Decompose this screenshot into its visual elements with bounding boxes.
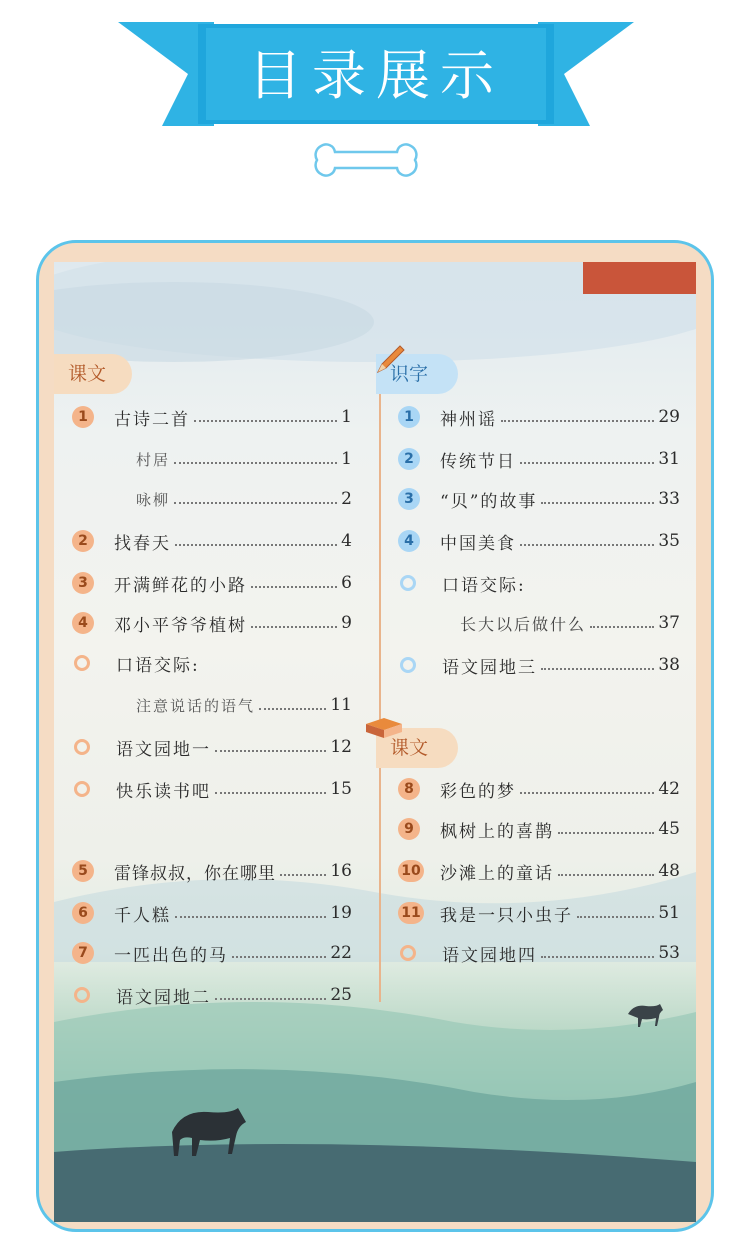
lesson-number-badge: 10 bbox=[398, 860, 424, 882]
leader-dots bbox=[194, 420, 337, 422]
page-number: 15 bbox=[330, 779, 352, 799]
page-number: 6 bbox=[341, 573, 352, 593]
lesson-number-badge: 3 bbox=[398, 488, 420, 510]
leader-dots bbox=[259, 708, 326, 710]
page-number: 19 bbox=[330, 903, 352, 923]
lesson-title: 语文园地四 bbox=[442, 945, 537, 966]
toc-row[interactable] bbox=[72, 608, 352, 638]
lesson-number-badge: 9 bbox=[398, 818, 420, 840]
lesson-number-badge: 8 bbox=[398, 778, 420, 800]
leader-dots bbox=[520, 462, 654, 464]
toc-row[interactable] bbox=[72, 568, 352, 598]
lesson-number-badge: 1 bbox=[72, 406, 94, 428]
leader-dots bbox=[215, 792, 326, 794]
lesson-number-badge: 5 bbox=[72, 860, 94, 882]
toc-row[interactable] bbox=[460, 608, 680, 638]
page-number: 12 bbox=[330, 737, 352, 757]
ring-bullet-icon bbox=[74, 655, 90, 671]
lesson-title: 快乐读书吧 bbox=[116, 781, 211, 802]
lesson-title: 语文园地三 bbox=[442, 657, 537, 678]
lesson-title: 口语交际: bbox=[442, 575, 526, 596]
lesson-title: 彩色的梦 bbox=[440, 781, 516, 802]
toc-row[interactable] bbox=[136, 690, 352, 720]
lesson-number-badge: 2 bbox=[72, 530, 94, 552]
toc-row[interactable] bbox=[398, 526, 680, 556]
lesson-title: 口语交际: bbox=[116, 655, 200, 676]
page-number: 29 bbox=[658, 407, 680, 427]
lesson-title: 邓小平爷爷植树 bbox=[114, 615, 247, 636]
lesson-title: 我是一只小虫子 bbox=[440, 905, 573, 926]
lesson-title: 注意说话的语气 bbox=[136, 696, 256, 715]
toc-row[interactable] bbox=[398, 650, 680, 680]
lesson-title: 古诗二首 bbox=[114, 409, 190, 430]
leader-dots bbox=[541, 502, 654, 504]
leader-dots bbox=[558, 874, 654, 876]
toc-row[interactable] bbox=[72, 402, 352, 432]
lesson-title: 找春天 bbox=[114, 533, 171, 554]
toc-row[interactable] bbox=[72, 856, 352, 886]
toc-row[interactable] bbox=[72, 732, 352, 762]
leader-dots bbox=[175, 916, 326, 918]
lesson-title: 咏柳 bbox=[136, 490, 171, 509]
toc-row[interactable] bbox=[72, 774, 352, 804]
toc-row[interactable] bbox=[72, 648, 352, 678]
leader-dots bbox=[175, 544, 337, 546]
leader-dots bbox=[174, 502, 337, 504]
page-number: 35 bbox=[658, 531, 680, 551]
lesson-title: 一匹出色的马 bbox=[114, 945, 228, 966]
toc-row[interactable] bbox=[398, 568, 680, 598]
page-number: 11 bbox=[330, 695, 352, 715]
lesson-title: 千人糕 bbox=[114, 905, 171, 926]
lesson-title: 中国美食 bbox=[440, 533, 516, 554]
leader-dots bbox=[232, 956, 326, 958]
toc-row[interactable] bbox=[398, 898, 680, 928]
leader-dots bbox=[501, 420, 654, 422]
page-number: 51 bbox=[658, 903, 680, 923]
leader-dots bbox=[558, 832, 654, 834]
ring-bullet-icon bbox=[400, 945, 416, 961]
lesson-number-badge: 4 bbox=[72, 612, 94, 634]
leader-dots bbox=[590, 626, 654, 628]
leader-dots bbox=[520, 792, 654, 794]
toc-row[interactable] bbox=[398, 484, 680, 514]
ring-bullet-icon bbox=[74, 739, 90, 755]
lesson-title: 沙滩上的童话 bbox=[440, 863, 554, 884]
leader-dots bbox=[280, 874, 326, 876]
page-number: 42 bbox=[658, 779, 680, 799]
ring-bullet-icon bbox=[74, 987, 90, 1003]
section-label: 识字 bbox=[390, 363, 429, 385]
page-number: 4 bbox=[341, 531, 352, 551]
page-number: 48 bbox=[658, 861, 680, 881]
page-number: 33 bbox=[658, 489, 680, 509]
ring-bullet-icon bbox=[400, 657, 416, 673]
toc-row[interactable] bbox=[398, 814, 680, 844]
page-number: 9 bbox=[341, 613, 352, 633]
page-number: 2 bbox=[341, 489, 352, 509]
toc-row[interactable] bbox=[398, 856, 680, 886]
lesson-number-badge: 4 bbox=[398, 530, 420, 552]
lesson-number-badge: 3 bbox=[72, 572, 94, 594]
leader-dots bbox=[251, 586, 337, 588]
toc-row[interactable] bbox=[72, 898, 352, 928]
lesson-title: 村居 bbox=[136, 450, 171, 469]
lesson-title: 开满鲜花的小路 bbox=[114, 575, 247, 596]
lesson-title: 雷锋叔叔，你在哪里 bbox=[114, 863, 276, 884]
lesson-number-badge: 2 bbox=[398, 448, 420, 470]
leader-dots bbox=[541, 956, 654, 958]
lesson-title: 长大以后做什么 bbox=[460, 614, 587, 634]
page-number: 37 bbox=[658, 613, 680, 633]
leader-dots bbox=[577, 916, 654, 918]
leader-dots bbox=[215, 998, 326, 1000]
bone-icon bbox=[303, 138, 429, 182]
page-number: 45 bbox=[658, 819, 680, 839]
page-number: 31 bbox=[658, 449, 680, 469]
page-number: 38 bbox=[658, 655, 680, 675]
section-label: 课文 bbox=[68, 363, 107, 385]
section-label: 课文 bbox=[390, 737, 429, 759]
page-number: 53 bbox=[658, 943, 680, 963]
lesson-title: 枫树上的喜鹊 bbox=[440, 821, 554, 842]
lesson-title: 神州谣 bbox=[440, 409, 497, 430]
toc-row[interactable] bbox=[72, 526, 352, 556]
leader-dots bbox=[520, 544, 654, 546]
toc-row[interactable] bbox=[72, 980, 352, 1010]
leader-dots bbox=[541, 668, 654, 670]
page-number: 16 bbox=[330, 861, 352, 881]
toc-row[interactable] bbox=[398, 938, 680, 968]
lesson-title: 语文园地一 bbox=[116, 739, 211, 760]
corner-tag bbox=[583, 262, 696, 294]
page-number: 25 bbox=[330, 985, 352, 1005]
ring-bullet-icon bbox=[74, 781, 90, 797]
book-icon bbox=[364, 714, 404, 744]
toc-row[interactable] bbox=[72, 938, 352, 968]
toc-row[interactable] bbox=[398, 774, 680, 804]
toc-row[interactable] bbox=[398, 402, 680, 432]
page-number: 22 bbox=[330, 943, 352, 963]
leader-dots bbox=[251, 626, 337, 628]
toc-row[interactable] bbox=[136, 444, 352, 474]
lesson-number-badge: 7 bbox=[72, 942, 94, 964]
lesson-title: 传统节日 bbox=[440, 451, 516, 472]
page-number: 1 bbox=[341, 449, 352, 469]
ring-bullet-icon bbox=[400, 575, 416, 591]
lesson-title: “贝”的故事 bbox=[440, 491, 538, 512]
page-number: 1 bbox=[341, 407, 352, 427]
leader-dots bbox=[174, 462, 337, 464]
lesson-number-badge: 6 bbox=[72, 902, 94, 924]
section-tab-kewen-left bbox=[54, 354, 132, 394]
leader-dots bbox=[215, 750, 326, 752]
lesson-number-badge: 1 bbox=[398, 406, 420, 428]
lesson-title: 语文园地二 bbox=[116, 987, 211, 1008]
toc-row[interactable] bbox=[398, 444, 680, 474]
lesson-number-badge: 11 bbox=[398, 902, 424, 924]
banner-title: 目录展示 bbox=[248, 44, 504, 107]
toc-row[interactable] bbox=[136, 484, 352, 514]
pencil-icon bbox=[374, 342, 408, 376]
toc-page bbox=[54, 262, 696, 1222]
